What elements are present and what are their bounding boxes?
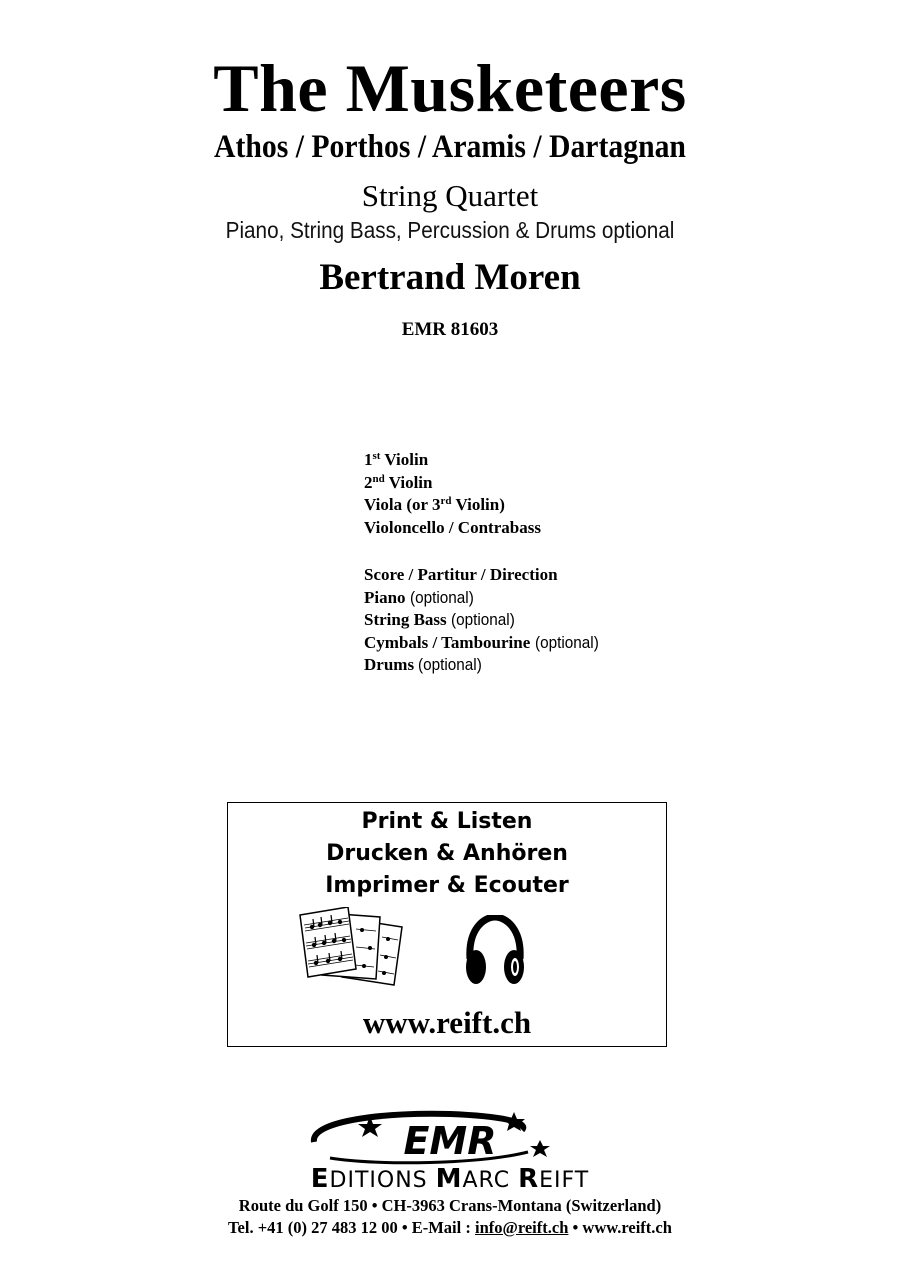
part-cymbals: Cymbals / Tambourine (optional): [364, 632, 599, 652]
part-score: Score / Partitur / Direction: [364, 565, 558, 584]
part-cello: Violoncello / Contrabass: [364, 517, 541, 537]
part-drums: Drums (optional): [364, 655, 483, 674]
part-piano: Piano (optional): [364, 587, 474, 607]
score-title: The Musketeers: [213, 50, 687, 126]
publisher-contact: Tel. +41 (0) 27 483 12 00 • E-Mail : info@reift.ch • www.reift.ch: [228, 1218, 672, 1237]
catalog-number: EMR 81603: [401, 319, 499, 340]
part-violin-1: 1st Violin: [364, 450, 429, 469]
email-link[interactable]: info@reift.ch: [474, 1218, 569, 1237]
optional-instruments-line: Piano, String Bass, Percussion & Drums optional: [225, 217, 675, 243]
composer-name: Bertrand Moren: [319, 257, 581, 298]
sheet-music-icon: [298, 907, 410, 987]
promo-line-en: Print & Listen: [361, 809, 533, 834]
publisher-name: EDITIONS MARC REIFT: [310, 1164, 590, 1194]
publisher-address: Route du Golf 150 • CH-3963 Crans-Montana (Switzerland): [238, 1196, 662, 1215]
emr-logo: [300, 1108, 600, 1166]
headphones-icon: [464, 915, 526, 987]
parts-list: [364, 449, 605, 677]
part-string-bass: String Bass (optional): [364, 610, 515, 629]
score-subtitle: Athos / Porthos / Aramis / Dartagnan: [214, 129, 686, 165]
part-viola: Viola (or 3rd Violin): [364, 495, 505, 514]
part-violin-2: 2nd Violin: [364, 472, 433, 492]
promo-line-fr: Imprimer & Ecouter: [325, 873, 569, 898]
promo-line-de: Drucken & Anhören: [326, 841, 568, 866]
ensemble-label: String Quartet: [361, 178, 539, 213]
print-listen-box: [227, 802, 667, 1047]
logo-text: EMR: [403, 1119, 497, 1163]
website-url[interactable]: www.reift.ch: [362, 1005, 532, 1040]
